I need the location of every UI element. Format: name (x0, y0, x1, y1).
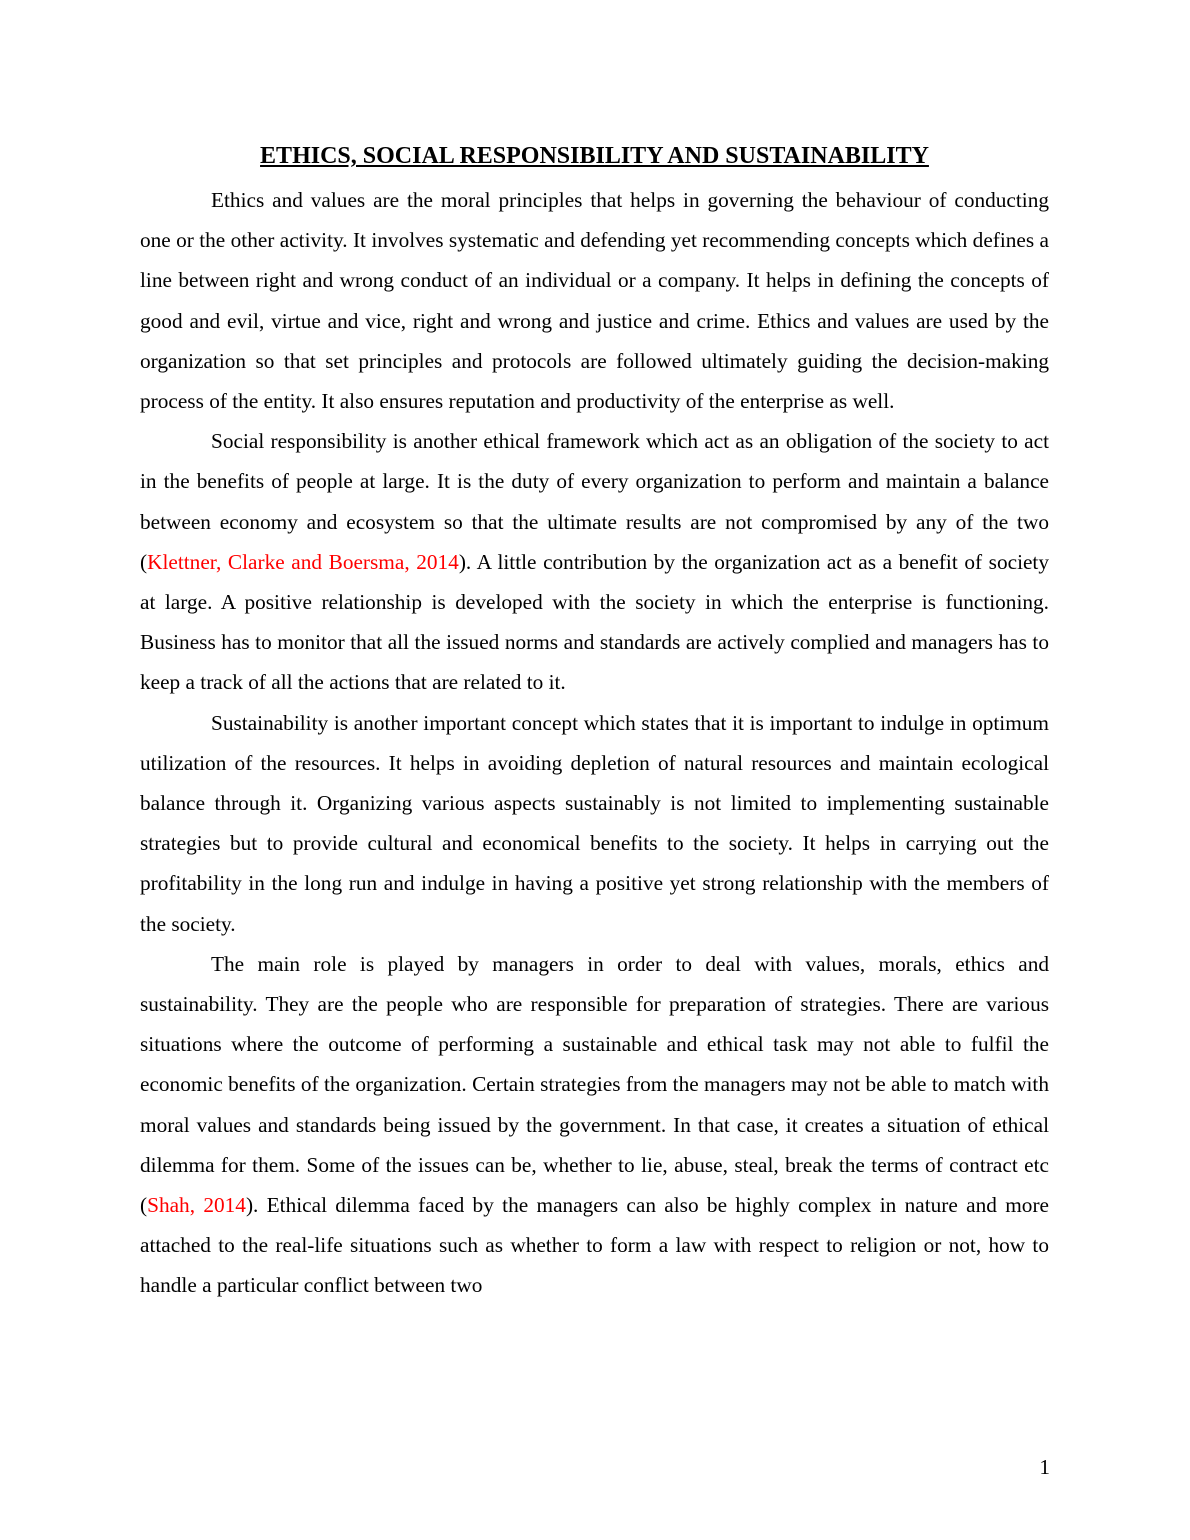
paragraph-text: ). A little contribution by the organization act as a benefit of society at large. A positive relationship is developed with the society in which the enterprise is functioning. Business has to monitor that all the issued norms and standards are actively complied and managers has to keep a track of all the actions that are related to it. (140, 549, 1050, 695)
citation-shah: Shah, 2014 (147, 1193, 246, 1218)
paragraph-text: ). Ethical dilemma faced by the managers can also be highly complex in nature and more attached to the real-life situations such as whether to form a law with respect to religion or not, how to handle a particular conflict between two (140, 1193, 1049, 1298)
paragraph-text: Social responsibility is another ethical framework which act as an obligation of the society to act in the benefits of people at large. It is the duty of every organization to perform and maintain a balance between economy and ecosystem so that the ultimate results are not compromised by any of the two ( (140, 429, 1049, 574)
paragraph-text: The main role is played by managers in order to deal with values, morals, ethics and sustainability. They are the people who are responsible for preparation of strategies. There are various situations where the outcome of performing a sustainable and ethical task may not able to fulfil the economic benefits of the organization. Certain strategies from the managers may not be able to match with moral values and standards being issued by the government. In that case, it creates a situation of ethical dilemma for them. Some of the issues can be, whether to lie, abuse, steal, break the terms of contract etc ( (140, 951, 1049, 1218)
citation-klettner: Klettner, Clarke and Boersma, 2014 (147, 549, 459, 574)
paragraph-text: Ethics and values are the moral principles that helps in governing the behaviour of conducting one or the other activity. It involves systematic and defending yet recommending concepts which defines a line between right and wrong conduct of an individual or a company. It helps in defining the concepts of good and evil, virtue and vice, right and wrong and justice and crime. Ethics and values are used by the organization so that set principles and protocols are followed ultimately guiding the decision-making process of the entity. It also ensures reputation and productivity of the enterprise as well. (140, 188, 1049, 414)
page-title: ETHICS, SOCIAL RESPONSIBILITY AND SUSTAINABILITY (260, 143, 929, 169)
paragraph-managers-role (140, 944, 1049, 1306)
paragraph-social-responsibility (140, 421, 1049, 702)
paragraph-ethics (140, 180, 1049, 421)
paragraph-text: Sustainability is another important concept which states that it is important to indulge in optimum utilization of the resources. It helps in avoiding depletion of natural resources and maintain ecological balance through it. Organizing various aspects sustainably is not limited to implementing sustainable strategies but to provide cultural and economical benefits to the society. It helps in carrying out the profitability in the long run and indulge in having a positive yet strong relationship with the members of the society. (140, 710, 1049, 936)
page-number: 1 (1039, 1455, 1050, 1479)
body-text (140, 180, 1049, 1306)
paragraph-sustainability (140, 703, 1049, 944)
